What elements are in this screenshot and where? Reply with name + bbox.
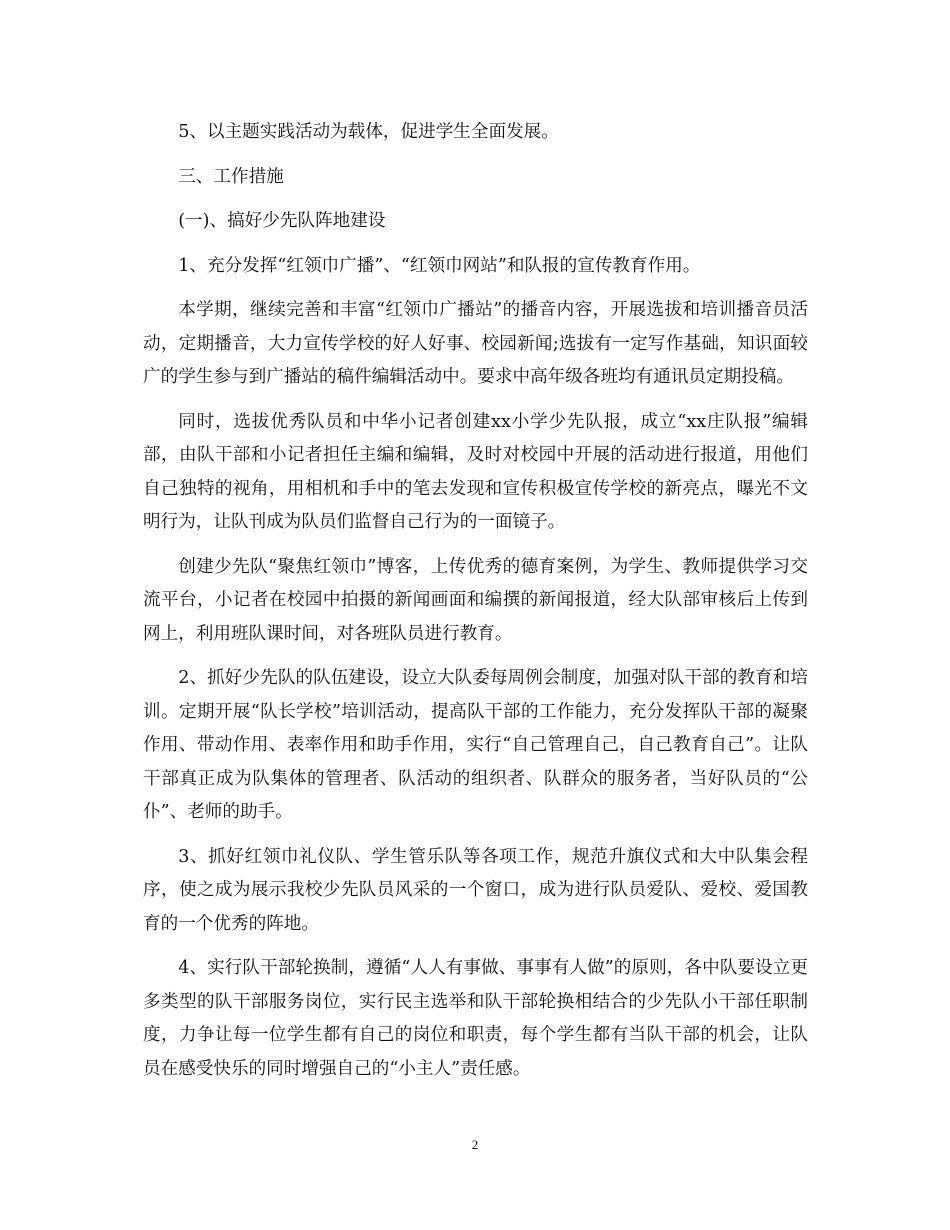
page-number: 2: [471, 1137, 479, 1152]
section-heading: 三、工作措施: [178, 166, 284, 187]
paragraph-item-1: 1、充分发挥“红领巾广播”、“红领巾网站”和队报的宣传教育作用。: [178, 255, 701, 276]
paragraph-1: 5、以主题实践活动为载体，促进学生全面发展。: [178, 122, 559, 142]
paragraph-item-4: 4、实行队干部轮换制，遵循“人人有事做、事事有人做”的原则，各中队要设立更多类型的队干部服务岗位，实行民主选举和队干部轮换相结合的少先队小干部任职制度，力争让每一位学生都有自己的岗位和职责，每个学生都有当队干部的机会，让队员在感受快乐的同时增强自己的“小主人”责任感。: [143, 958, 808, 1079]
paragraph-item-3: 3、抓好红领巾礼仪队、学生管乐队等各项工作，规范升旗仪式和大中队集会程序，使之成为展示我校少先队员风采的一个窗口，成为进行队员爱队、爱校、爱国教育的一个优秀的阵地。: [143, 846, 808, 934]
paragraph-item-2: 2、抓好少先队的队伍建设，设立大队委每周例会制度，加强对队干部的教育和培训。定期开展“队长学校”培训活动，提高队干部的工作能力，充分发挥队干部的凝聚作用、带动作用、表率作用和助手作用，实行“自己管理自己，自己教育自己”。让队干部真正成为队集体的管理者、队活动的组织者、队群众的服务者，当好队员的“公仆”、老师的助手。: [143, 668, 808, 822]
paragraph-newspaper: 同时，选拔优秀队员和中华小记者创建xx小学少先队报，成立“xx庄队报”编辑部，由队干部和小记者担任主编和编辑，及时对校园中开展的活动进行报道，用他们自己独特的视角，用相机和手中的笔去发现和宣传积极宣传学校的新亮点，曝光不文明行为，让队刊成为队员们监督自己行为的一面镜子。: [143, 411, 808, 532]
paragraph-broadcast: 本学期，继续完善和丰富“红领巾广播站”的播音内容，开展选拔和培训播音员活动，定期播音，大力宣传学校的好人好事、校园新闻;选拔有一定写作基础，知识面较广的学生参与到广播站的稿件编辑活动中。要求中高年级各班均有通讯员定期投稿。: [143, 300, 808, 387]
subsection-heading: (一)、搞好少先队阵地建设: [178, 211, 386, 231]
paragraph-blog: 创建少先队“聚焦红领巾”博客，上传优秀的德育案例，为学生、教师提供学习交流平台，小记者在校园中拍摄的新闻画面和编撰的新闻报道，经大队部审核后上传到网上，利用班队课时间，对各班队员进行教育。: [143, 556, 808, 644]
document-body: [143, 116, 808, 1097]
